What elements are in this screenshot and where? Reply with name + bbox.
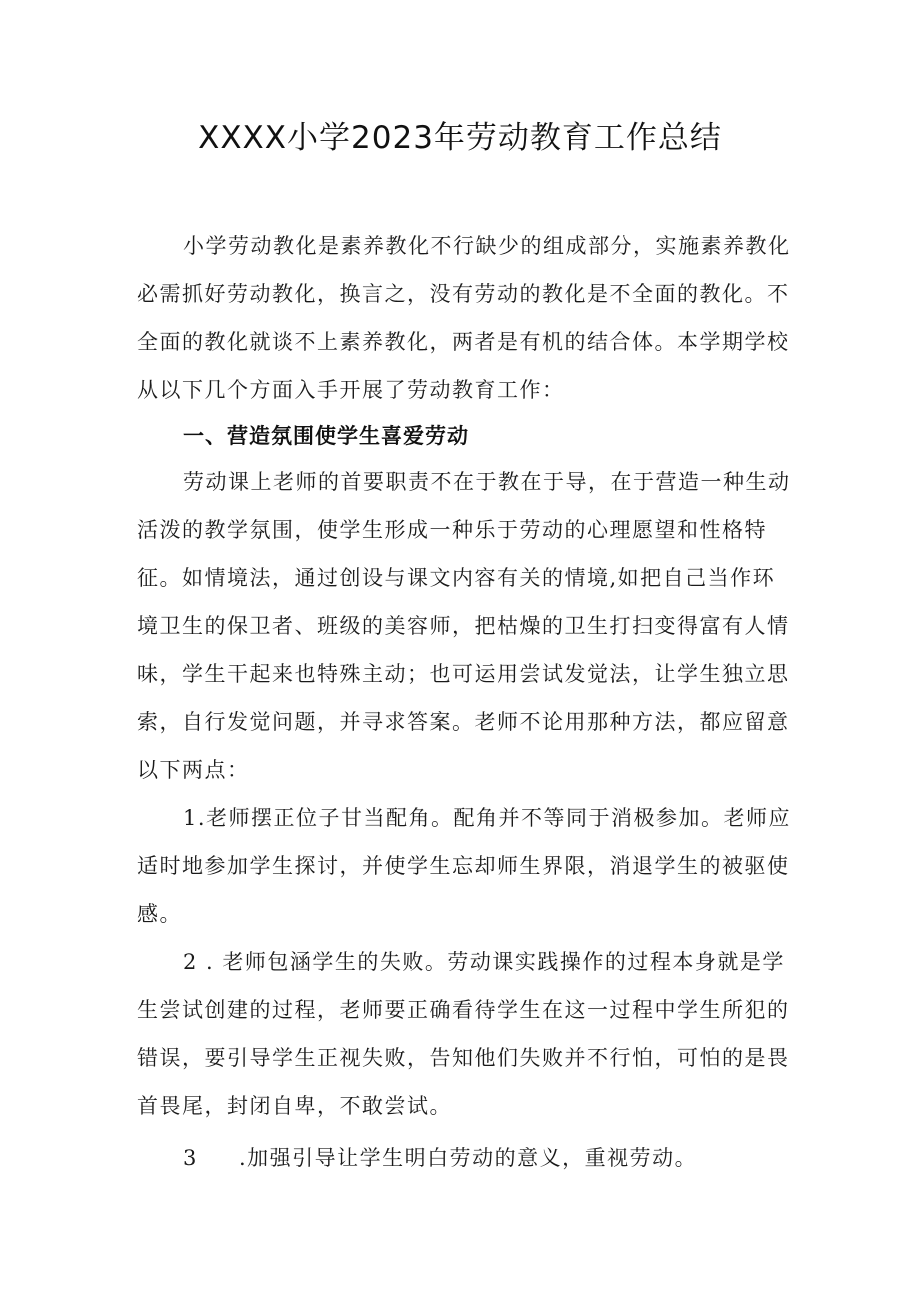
point-1-paragraph: 1.老师摆正位子甘当配角。配角并不等同于消极参加。老师应适时地参加学生探讨，并使学生忘却师生界限，消退学生的被驱使感。 bbox=[137, 806, 792, 926]
intro-paragraph: 小学劳动教化是素养教化不行缺少的组成部分，实施素养教化必需抓好劳动教化，换言之，没有劳动的教化是不全面的教化。不全面的教化就谈不上素养教化，两者是有机的结合体。本学期学校从以下几个方面入手开展了劳动教育工作： bbox=[137, 234, 791, 402]
point-3-number: 3 bbox=[183, 1146, 198, 1170]
section-heading-1: 一、营造氛围使学生喜爱劳动 bbox=[183, 424, 469, 448]
point-2-paragraph: 2 . 老师包涵学生的失败。劳动课实践操作的过程本身就是学生尝试创建的过程，老师要正确看待学生在这一过程中学生所犯的错误，要引导学生正视失败，告知他们失败并不行怕，可怕的是畏首畏尾，封闭自卑，不敢尝试。 bbox=[137, 950, 790, 1118]
document-title: XXXX小学2023年劳动教育工作总结 bbox=[198, 120, 722, 156]
section1-paragraph: 劳动课上老师的首要职责不在于教在于导，在于营造一种生动活泼的教学氛围，使学生形成一种乐于劳动的心理愿望和性格特征。如情境法，通过创设与课文内容有关的情境,如把自己当作环境卫生的保卫者、班级的美容师，把枯燥的卫生打扫变得富有人情味，学生干起来也特殊主动；也可运用尝试发觉法，让学生独立思索，自行发觉问题，并寻求答案。老师不论用那种方法，都应留意以下两点： bbox=[137, 470, 791, 782]
point-3-line bbox=[183, 1142, 697, 1172]
point-3-text: .加强引导让学生明白劳动的意义，重视劳动。 bbox=[239, 1146, 698, 1170]
